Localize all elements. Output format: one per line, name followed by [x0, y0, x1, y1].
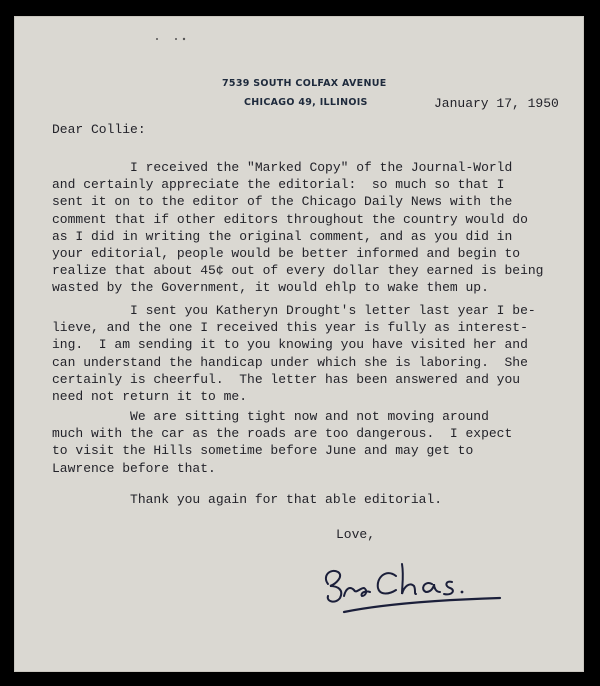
- letter-page: [14, 16, 584, 672]
- paper-mark: [154, 36, 190, 42]
- letter-date: January 17, 1950: [434, 96, 559, 111]
- closing: Love,: [336, 527, 376, 542]
- paragraph-2: I sent you Katheryn Drought's letter last year I be- lieve, and the one I received this year is fully as interest- ing. I am sending it to you knowing you have visited her and can understand the handicap under which she is laboring. She certainly is cheerful. The letter has been answered and you need not return it to me.: [52, 303, 536, 405]
- signature: [314, 546, 514, 624]
- paragraph-1: I received the "Marked Copy" of the Journal-World and certainly appreciate the editorial: so much so that I sent it on to the editor of the Chicago Daily News with the comment that if other editors throughout the country would do as I did in writing the original comment, and as you did in your editorial, people would be better informed and begin to realize that about 45¢ out of every dollar they earned is being wasted by the Government, it would ehlp to wake them up.: [52, 160, 544, 296]
- paragraph-3: We are sitting tight now and not moving around much with the car as the roads are too dangerous. I expect to visit the Hills sometime before June and may get to Lawrence before that.: [52, 409, 513, 476]
- thanks-line: Thank you again for that able editorial.: [52, 492, 443, 507]
- letterhead-address-street: 7539 SOUTH COLFAX AVENUE: [222, 78, 387, 89]
- salutation: Dear Collie:: [52, 122, 146, 137]
- letterhead-address-city: CHICAGO 49, ILLINOIS: [244, 97, 368, 108]
